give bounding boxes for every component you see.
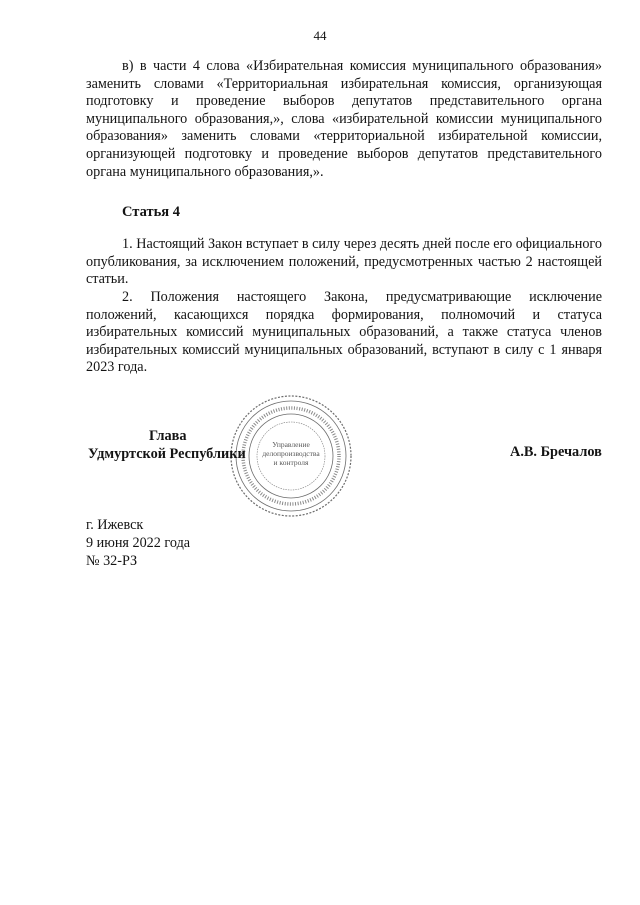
page-number: 44 (313, 28, 327, 43)
seal-text-line3: и контроля (273, 458, 309, 467)
official-seal (228, 393, 354, 519)
signatory-name: А.В. Бречалов (510, 444, 602, 460)
seal-text-line2: делопроизводства (262, 449, 320, 458)
clause-v-paragraph: в) в части 4 слова «Избирательная комиссия муниципального образования» заменить словами «Территориальная избирательная комиссия, организующая подготовку и проведение выборов депутатов представительного органа муниципального образования,», слова «избирательной комиссии муниципального образования» заменить словами «территориальной избирательной комиссии, организующей подготовку и проведение выборов депутатов представительного органа муниципального образования,». (86, 58, 602, 180)
issue-date: 9 июня 2022 года (86, 535, 191, 551)
issue-city: г. Ижевск (86, 517, 144, 533)
signature-title-line1: Глава (149, 428, 187, 444)
law-number: № 32-РЗ (86, 553, 138, 569)
item-2-paragraph: 2. Положения настоящего Закона, предусматривающие исключение положений, касающихся порядка формирования, полномочий и статуса избирательных комиссий муниципальных образований, а также статуса членов избирательных комиссий муниципальных образований, вступают в силу с 1 января 2023 года. (86, 289, 602, 376)
signature-title-line2: Удмуртской Республики (88, 446, 246, 462)
article-heading: Статья 4 (122, 204, 180, 220)
seal-text-line1: Управление (272, 440, 310, 449)
item-1-paragraph: 1. Настоящий Закон вступает в силу через десять дней после его официального опубликования, за исключением положений, предусмотренных частью 2 настоящей статьи. (86, 236, 602, 288)
